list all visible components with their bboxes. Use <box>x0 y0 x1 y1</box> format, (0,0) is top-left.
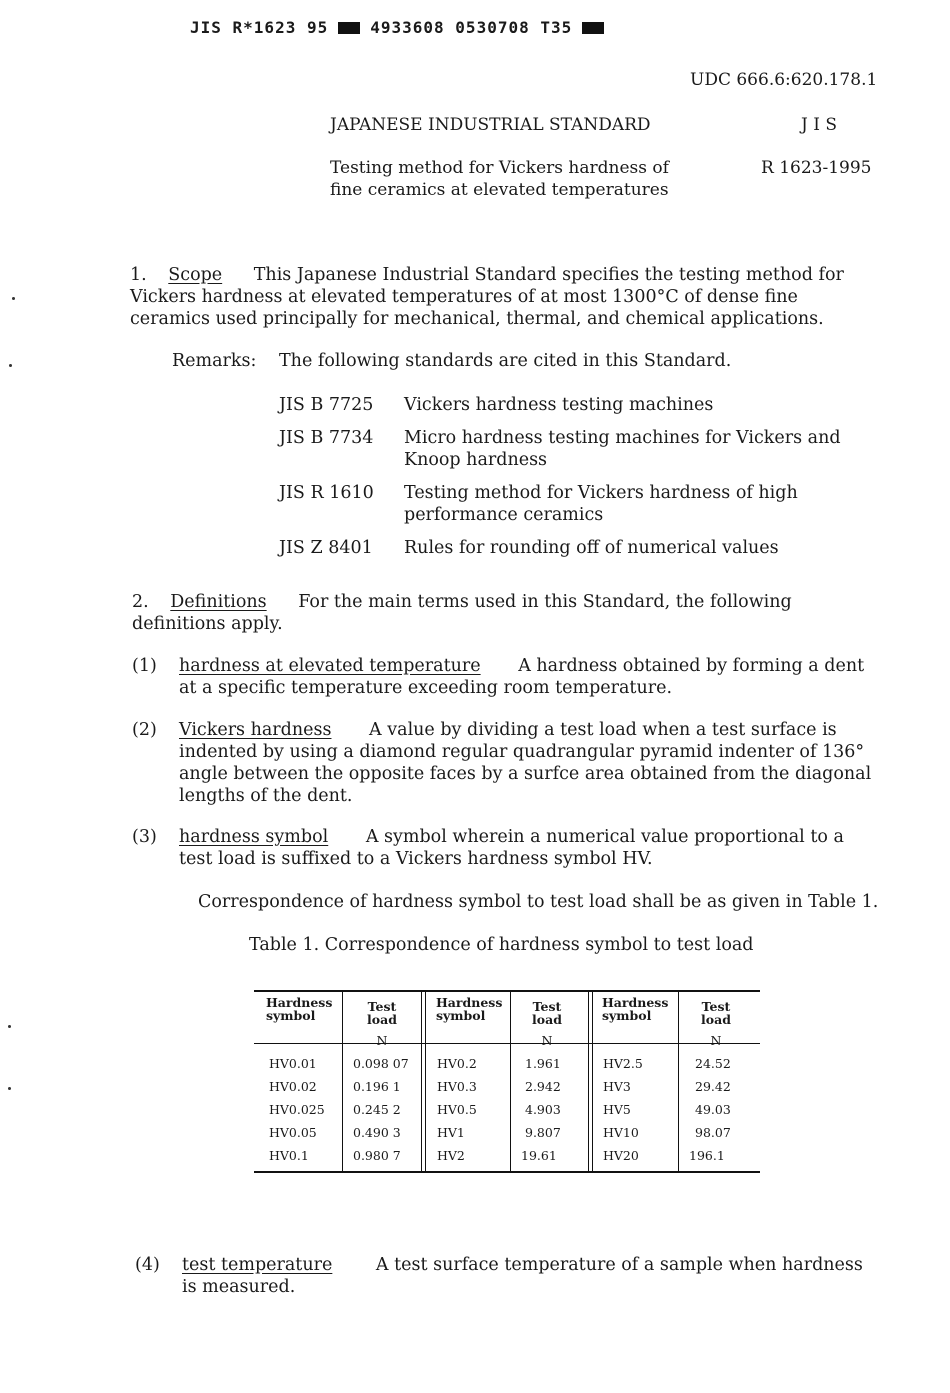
table-cell: 2.942 <box>525 1079 561 1094</box>
ref-title: Rules for rounding off of numerical values <box>404 538 779 558</box>
table-cell: 29.42 <box>695 1079 731 1094</box>
standard-title: JAPANESE INDUSTRIAL STANDARD <box>330 115 651 135</box>
table-header-rule <box>254 1043 760 1044</box>
redaction-bar <box>582 22 604 34</box>
catalog-code-part1: JIS R*1623 95 <box>190 18 329 37</box>
table-cell: HV0.025 <box>269 1102 325 1117</box>
definition-term: test temperature <box>182 1255 333 1275</box>
section2-heading: Definitions <box>170 592 267 612</box>
definition-text: A value by dividing a test load when a test surface is <box>369 720 837 740</box>
table-cell: HV0.3 <box>437 1079 477 1094</box>
definition-line1 <box>179 719 837 741</box>
catalog-code-part2: 4933608 0530708 T35 <box>370 18 573 37</box>
table-cell: 49.03 <box>695 1102 731 1117</box>
redaction-bar <box>338 22 360 34</box>
ref-title: Vickers hardness testing machines <box>404 395 714 415</box>
definition-term: hardness symbol <box>179 827 329 847</box>
table-header-load: Test load N <box>367 999 397 1048</box>
definition-number: (2) <box>132 720 157 740</box>
table-group-divider <box>588 990 593 1173</box>
table-cell: HV2.5 <box>603 1056 643 1071</box>
table-cell: 0.098 07 <box>353 1056 409 1071</box>
ref-title-cont: Knoop hardness <box>404 450 548 470</box>
table-cell: HV0.05 <box>269 1125 317 1140</box>
section1-line2: Vickers hardness at elevated temperatures of at most 1300°C of dense fine <box>130 287 798 307</box>
table-cell: 0.980 7 <box>353 1148 401 1163</box>
definition-line1 <box>179 655 864 677</box>
ref-title-cont: performance ceramics <box>404 505 604 525</box>
section2-number: 2. <box>132 592 149 612</box>
margin-dot <box>12 297 15 300</box>
table-cell: HV0.02 <box>269 1079 317 1094</box>
margin-dot <box>8 1025 11 1028</box>
ref-code: JIS B 7734 <box>279 428 374 448</box>
table-cell: HV3 <box>603 1079 631 1094</box>
table-cell: 0.490 3 <box>353 1125 401 1140</box>
definition-text-cont: test load is suffixed to a Vickers hardness symbol HV. <box>179 849 653 869</box>
table-cell: 19.61 <box>521 1148 557 1163</box>
table-cell: 9.807 <box>525 1125 561 1140</box>
ref-title: Micro hardness testing machines for Vickers and <box>404 428 841 448</box>
ref-code: JIS R 1610 <box>279 483 374 503</box>
table-column-divider <box>678 990 679 1173</box>
document-number: R 1623-1995 <box>761 158 872 178</box>
definition-term: Vickers hardness <box>179 720 332 740</box>
correspondence-text: Correspondence of hardness symbol to test load shall be as given in Table 1. <box>198 892 879 912</box>
definition-text-cont: indented by using a diamond regular quadrangular pyramid indenter of 136° <box>179 742 865 762</box>
definition-text: A hardness obtained by forming a dent <box>518 656 865 676</box>
section1-line3: ceramics used principally for mechanical, thermal, and chemical applications. <box>130 309 824 329</box>
section1-number: 1. <box>130 265 147 285</box>
table-cell: 24.52 <box>695 1056 731 1071</box>
jis-mark: J I S <box>801 115 837 135</box>
catalog-code-line <box>190 18 604 37</box>
table-cell: 4.903 <box>525 1102 561 1117</box>
table-cell: HV5 <box>603 1102 631 1117</box>
hardness-table <box>254 990 760 1173</box>
table-header-symbol: Hardness symbol <box>602 995 669 1023</box>
section1-heading: Scope <box>168 265 223 285</box>
ref-code: JIS B 7725 <box>279 395 374 415</box>
section1-text: This Japanese Industrial Standard specifies the testing method for <box>253 265 844 285</box>
table-column-divider <box>510 990 511 1173</box>
table-cell: 0.245 2 <box>353 1102 401 1117</box>
section2-line1 <box>132 591 792 613</box>
ref-code: JIS Z 8401 <box>279 538 373 558</box>
margin-dot <box>8 1087 11 1090</box>
document-title-line2: fine ceramics at elevated temperatures <box>330 180 669 200</box>
table-header-load: Test load N <box>701 999 731 1048</box>
table-header-symbol: Hardness symbol <box>266 995 333 1023</box>
table-caption: Table 1. Correspondence of hardness symbol to test load <box>249 935 754 955</box>
table-group-divider <box>421 990 426 1173</box>
table-column-divider <box>342 990 343 1173</box>
table-cell: HV10 <box>603 1125 639 1140</box>
definition-text: A symbol wherein a numerical value proportional to a <box>365 827 844 847</box>
definition-term: hardness at elevated temperature <box>179 656 481 676</box>
definition-number: (4) <box>135 1255 160 1275</box>
table-top-rule <box>254 990 760 992</box>
remarks-text: The following standards are cited in this Standard. <box>279 351 732 371</box>
table-cell: 0.196 1 <box>353 1079 401 1094</box>
table-cell: 196.1 <box>689 1148 725 1163</box>
table-cell: HV0.5 <box>437 1102 477 1117</box>
table-cell: HV1 <box>437 1125 465 1140</box>
table-cell: HV2 <box>437 1148 465 1163</box>
udc-number: UDC 666.6:620.178.1 <box>690 70 878 90</box>
table-cell: HV0.01 <box>269 1056 317 1071</box>
definition-text-cont: is measured. <box>182 1277 296 1297</box>
definition-line1 <box>179 826 844 848</box>
definition-number: (3) <box>132 827 157 847</box>
table-cell: HV20 <box>603 1148 639 1163</box>
definition-line1 <box>182 1254 863 1276</box>
table-cell: 1.961 <box>525 1056 561 1071</box>
definition-text-cont: angle between the opposite faces by a surfce area obtained from the diagonal <box>179 764 872 784</box>
table-cell: HV0.1 <box>269 1148 309 1163</box>
table-cell: 98.07 <box>695 1125 731 1140</box>
definition-text-cont: lengths of the dent. <box>179 786 353 806</box>
section2-line2: definitions apply. <box>132 614 283 634</box>
ref-title: Testing method for Vickers hardness of high <box>404 483 798 503</box>
section2-text: For the main terms used in this Standard, the following <box>298 592 792 612</box>
table-cell: HV0.2 <box>437 1056 477 1071</box>
table-header-load: Test load N <box>532 999 562 1048</box>
document-title-line1: Testing method for Vickers hardness of <box>330 158 669 178</box>
margin-dot <box>9 364 12 367</box>
table-header-symbol: Hardness symbol <box>436 995 503 1023</box>
section1-line1 <box>130 264 844 286</box>
definition-text: A test surface temperature of a sample when hardness <box>375 1255 863 1275</box>
definition-text-cont: at a specific temperature exceeding room temperature. <box>179 678 673 698</box>
definition-number: (1) <box>132 656 157 676</box>
remarks-label: Remarks: <box>172 351 257 371</box>
table-bottom-rule <box>254 1171 760 1173</box>
